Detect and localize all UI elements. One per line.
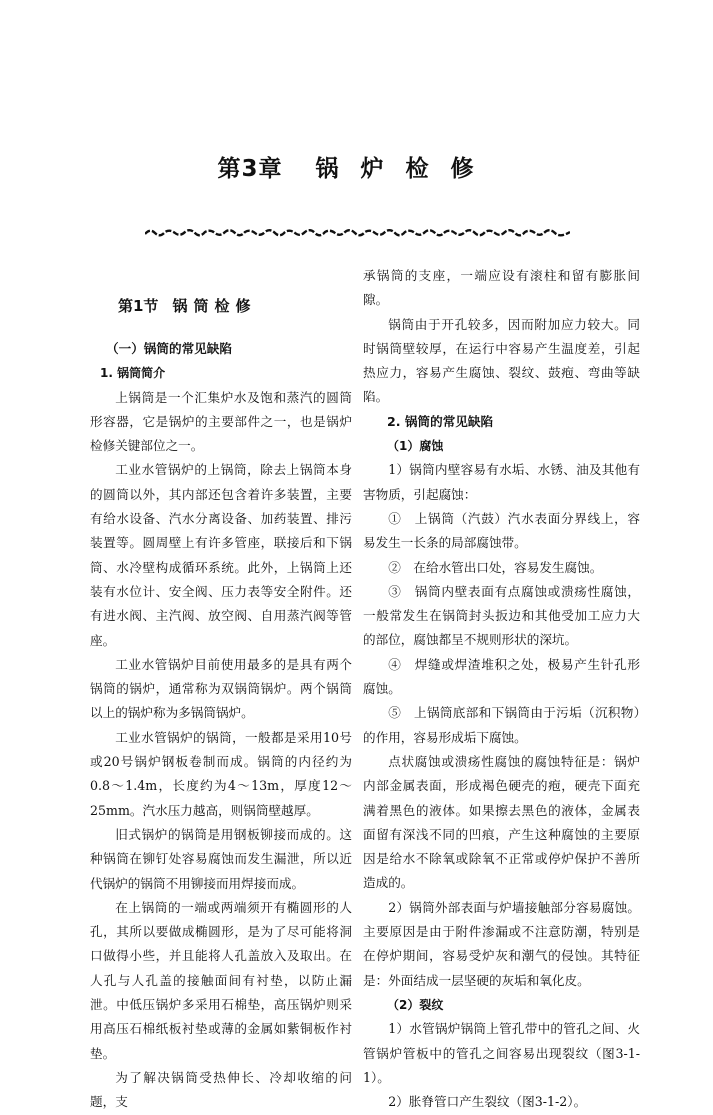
section-heading — [90, 289, 352, 323]
paragraph: 2）胀脊管口产生裂纹（图3-1-2）。 — [388, 1094, 587, 1110]
paragraph-continued: 承锅筒的支座，一端应设有滚柱和留有膨胀间隙。 — [363, 268, 640, 308]
paragraph: 旧式锅炉的锅筒是用钢板铆接而成的。这种锅筒在铆钉处容易腐蚀而发生漏泄，所以近代锅炉的锅筒不用铆接而用焊接而成。 — [90, 826, 352, 891]
list-item: ① 上锅筒（汽鼓）汽水表面分界线上，容易发生一长条的局部腐蚀带。 — [363, 510, 640, 551]
list-item: ② 在给水管出口处，容易发生腐蚀。 — [388, 559, 603, 575]
paragraph: 2）锅筒外部表面与炉墙接触部分容易腐蚀。主要原因是由于附件渗漏或不注意防潮，特别是在停炉期间，容易受炉灰和潮气的侵蚀。其特征是：外面结成一层坚硬的灰垢和氧化皮。 — [363, 899, 640, 988]
section-number: 第1节 — [118, 297, 159, 315]
paragraph: 锅筒由于开孔较多，因而附加应力较大。同时锅筒壁较厚，在运行中容易产生温度差，引起热应力，容易产生腐蚀、裂纹、鼓疱、弯曲等缺陷。 — [363, 316, 640, 405]
list-item: ④ 焊缝或焊渣堆积之处，极易产生针孔形腐蚀。 — [363, 656, 640, 697]
list-item: ③ 锅筒内壁表面有点腐蚀或溃疡性腐蚀，一般常发生在锅筒封头扳边和其他受加工应力大的部位，腐蚀都呈不规则形状的深坑。 — [363, 583, 640, 648]
heading-corrosion: （1）腐蚀 — [387, 439, 444, 454]
paragraph: 上锅筒是一个汇集炉水及饱和蒸汽的圆筒形容器，它是锅炉的主要部件之一，也是锅炉检修关键部位之一。 — [90, 389, 352, 454]
chapter-name: 锅炉检修 — [315, 156, 496, 182]
paragraph: 为了解决锅筒受热伸长、冷却收缩的问题，支 — [90, 1069, 352, 1110]
paragraph: 在上锅筒的一端或两端须开有椭圆形的人孔，其所以要做成椭圆形，是为了尽可能将洞口做得小些，并且能将人孔盖放入及取出。在人孔与人孔盖的接触面间有衬垫，以防止漏泄。中低压锅炉多采用石棉垫，高压锅炉则采用高压石棉纸板衬垫或薄的金属如紫铜板作衬垫。 — [90, 899, 352, 1061]
chapter-number: 第3章 — [217, 156, 283, 182]
section-title: 锅筒检修 — [172, 297, 257, 315]
paragraph: 工业水管锅炉目前使用最多的是具有两个锅筒的锅炉，通常称为双锅筒锅炉。两个锅筒以上的锅炉称为多锅筒锅炉。 — [90, 656, 352, 721]
paragraph: 1）水管锅炉锅筒上管孔带中的管孔之间、火管锅炉管板中的管孔之间容易出现裂纹（图3-1-1）。 — [363, 1021, 640, 1085]
heading-defects: 2. 锅筒的常见缺陷 — [387, 413, 494, 429]
list-item: ⑤ 上锅筒底部和下锅筒由于污垢（沉积物）的作用，容易形成垢下腐蚀。 — [363, 705, 640, 745]
decorative-divider — [145, 226, 570, 238]
heading-intro: 1. 锅筒简介 — [100, 366, 166, 381]
chapter-title — [0, 150, 713, 183]
left-column — [90, 289, 352, 1115]
paragraph: 工业水管锅炉的锅筒，一般都是采用10号或20号锅炉钢板卷制而成。锅筒的内径约为0.8～1.4m，长度约为4～13m，厚度12～25mm。汽水压力越高，则锅筒壁越厚。 — [90, 729, 352, 818]
paragraph: 工业水管锅炉的上锅筒，除去上锅筒本身的圆筒以外，其内部还包含着许多装置，主要有给水设备、汽水分离设备、加药装置、排污装置等。圆周壁上有许多管座，联接后和下锅筒、水冷壁构成循环系统。此外，上锅筒上还装有水位计、安全阀、压力表等安全附件。还有进水阀、主汽阀、放空阀、自用蒸汽阀等管座。 — [90, 462, 352, 648]
paragraph: 点状腐蚀或溃疡性腐蚀的腐蚀特征是：锅炉内部金属表面，形成褐色硬壳的疱，硬壳下面充满着黑色的液体。如果擦去黑色的液体，金属表面留有深浅不同的凹痕，产生这种腐蚀的主要原因是给水不除氧或除氧不正常或停炉保护不善所造成的。 — [363, 753, 640, 891]
subsection-heading: （一）锅筒的常见缺陷 — [106, 341, 232, 356]
heading-crack: （2）裂纹 — [387, 997, 444, 1012]
paragraph: 1）锅筒内壁容易有水垢、水锈、油及其他有害物质，引起腐蚀： — [363, 462, 640, 502]
right-column — [363, 264, 640, 1114]
